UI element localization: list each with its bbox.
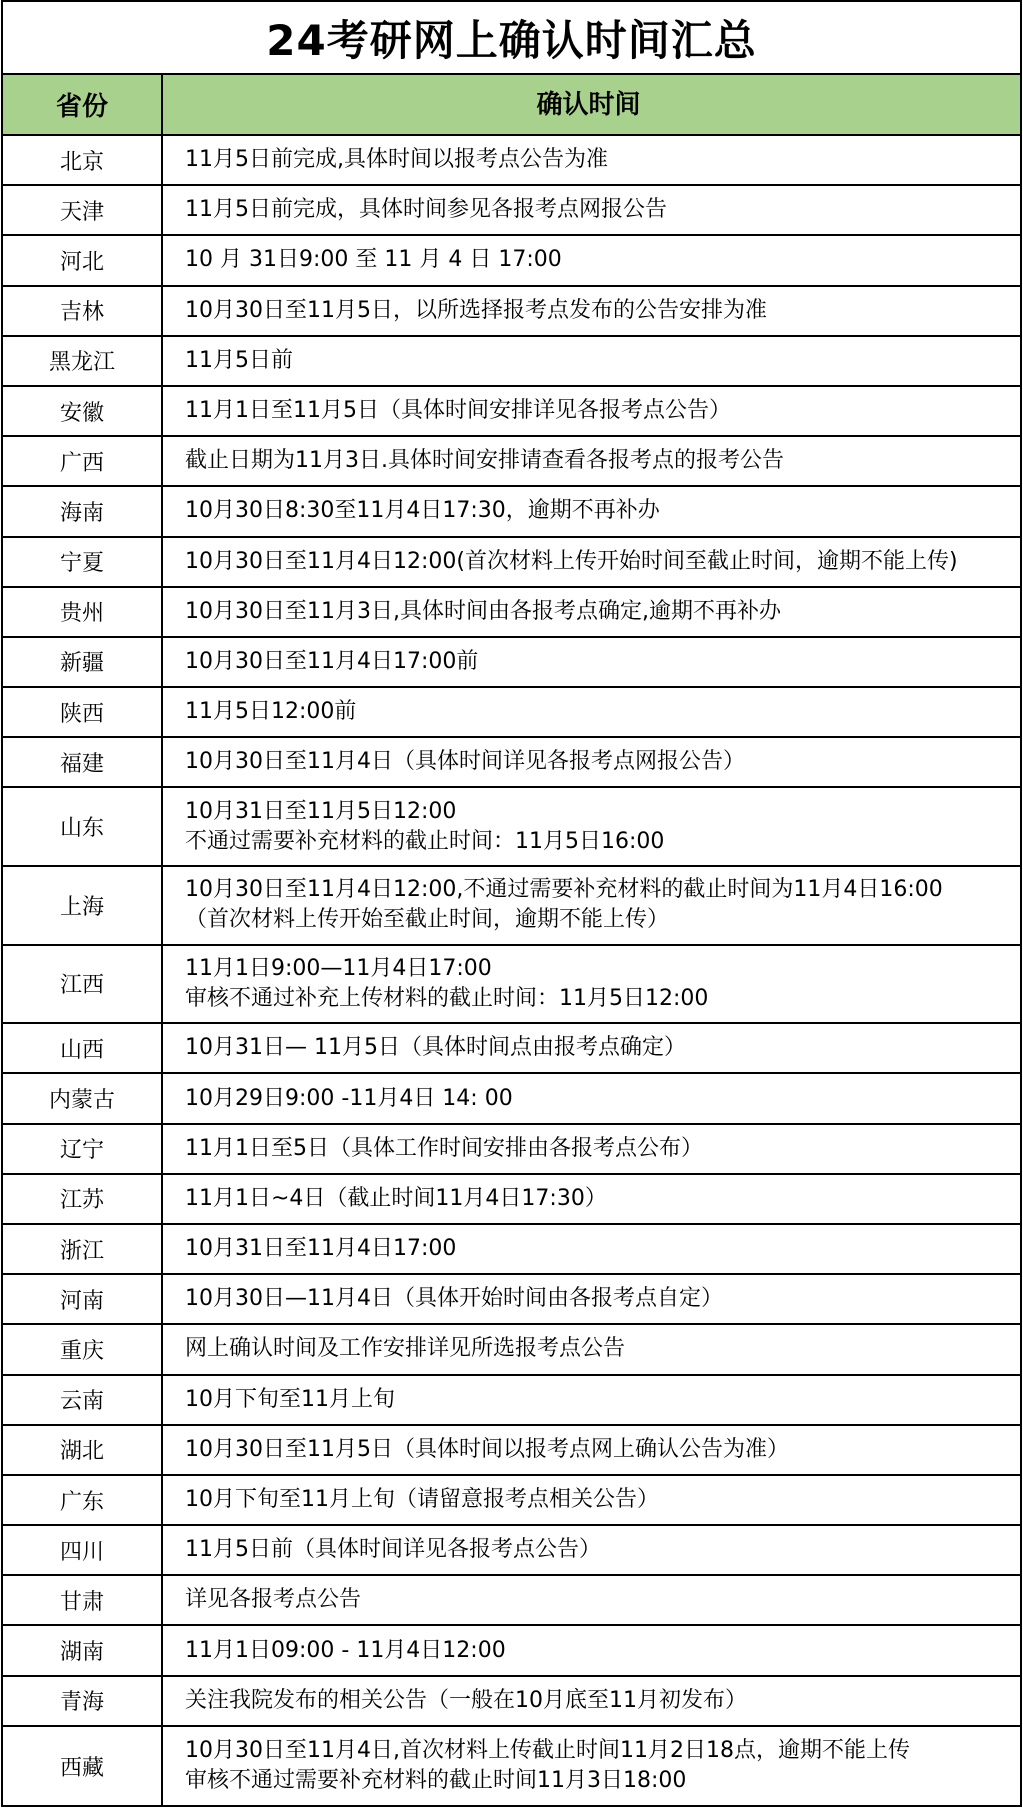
table-row xyxy=(3,337,1020,387)
province-cell: 安徽 xyxy=(3,387,163,435)
time-text: 10月30日8:30至11月4日17:30，逾期不再补办 xyxy=(185,498,660,524)
time-text: 10月29日9:00 -11月4日 14: 00 xyxy=(185,1085,513,1111)
table-row xyxy=(3,1677,1020,1727)
time-text: 不通过需要补充材料的截止时间：11月5日16:00 xyxy=(185,828,665,854)
table-row xyxy=(3,1576,1020,1626)
province-cell: 上海 xyxy=(3,867,163,944)
time-cell xyxy=(163,538,1020,586)
header-time: 确认时间 xyxy=(536,89,641,120)
time-cell xyxy=(163,1426,1020,1474)
time-cell xyxy=(163,867,1020,944)
header-row xyxy=(3,75,1020,136)
time-cell xyxy=(163,487,1020,535)
time-text: 10月30日至11月3日,具体时间由各报考点确定,逾期不再补办 xyxy=(185,598,781,624)
time-cell xyxy=(163,1325,1020,1373)
table-row xyxy=(3,1024,1020,1074)
table-row xyxy=(3,437,1020,487)
time-cell xyxy=(163,1125,1020,1173)
time-text: 10月下旬至11月上旬（请留意报考点相关公告） xyxy=(185,1487,659,1512)
time-text: 10月30日至11月5日，以所选择报考点发布的公告安排为准 xyxy=(185,297,767,323)
table-row xyxy=(3,1275,1020,1325)
province-cell: 广东 xyxy=(3,1476,163,1524)
table-row xyxy=(3,1426,1020,1476)
table-row xyxy=(3,1125,1020,1175)
time-cell xyxy=(163,1727,1020,1806)
time-cell xyxy=(163,1074,1020,1122)
time-cell xyxy=(163,1175,1020,1223)
table-row xyxy=(3,487,1020,537)
time-text: 10月30日至11月5日（具体时间以报考点网上确认公告为准） xyxy=(185,1436,789,1462)
province-cell: 福建 xyxy=(3,738,163,786)
province-cell: 山东 xyxy=(3,788,163,865)
province-cell: 贵州 xyxy=(3,588,163,636)
time-text: 10月30日至11月4日17:00前 xyxy=(185,648,479,674)
time-cell xyxy=(163,1526,1020,1574)
time-text: 10月30日至11月4日（具体时间详见各报考点网报公告） xyxy=(185,749,745,775)
table-row xyxy=(3,946,1020,1025)
table-row xyxy=(3,287,1020,337)
time-cell xyxy=(163,1376,1020,1424)
time-cell xyxy=(163,638,1020,686)
table-row xyxy=(3,1175,1020,1225)
time-text: 10月31日至11月5日12:00 xyxy=(185,798,457,824)
table-row xyxy=(3,688,1020,738)
table-row xyxy=(3,638,1020,688)
province-cell: 广西 xyxy=(3,437,163,485)
table-row xyxy=(3,1225,1020,1275)
province-cell: 湖南 xyxy=(3,1626,163,1674)
time-text: 10月下旬至11月上旬 xyxy=(185,1386,395,1412)
time-text: 11月1日至11月5日（具体时间安排详见各报考点公告） xyxy=(185,398,731,424)
table-title: 24考研网上确认时间汇总 xyxy=(3,2,1020,75)
province-cell: 湖北 xyxy=(3,1426,163,1474)
time-cell xyxy=(163,186,1020,234)
table-row xyxy=(3,387,1020,437)
time-cell xyxy=(163,788,1020,865)
time-cell xyxy=(163,1576,1020,1624)
province-cell: 重庆 xyxy=(3,1325,163,1373)
table-row xyxy=(3,1325,1020,1375)
time-cell xyxy=(163,236,1020,284)
time-text: 11月1日至5日（具体工作时间安排由各报考点公布） xyxy=(185,1135,703,1161)
time-cell xyxy=(163,1677,1020,1725)
time-cell xyxy=(163,337,1020,385)
province-cell: 河南 xyxy=(3,1275,163,1323)
time-cell xyxy=(163,287,1020,335)
confirmation-time-table xyxy=(1,0,1022,1807)
province-cell: 宁夏 xyxy=(3,538,163,586)
province-cell: 新疆 xyxy=(3,638,163,686)
province-cell: 内蒙古 xyxy=(3,1074,163,1122)
province-cell: 甘肃 xyxy=(3,1576,163,1624)
time-cell xyxy=(163,437,1020,485)
time-text: 关注我院发布的相关公告（一般在10月底至11月初发布） xyxy=(185,1687,747,1713)
time-cell xyxy=(163,588,1020,636)
table-row xyxy=(3,1727,1020,1806)
time-cell xyxy=(163,688,1020,736)
table-row xyxy=(3,236,1020,286)
province-cell: 黑龙江 xyxy=(3,337,163,385)
province-cell: 云南 xyxy=(3,1376,163,1424)
table-row xyxy=(3,136,1020,186)
province-cell: 浙江 xyxy=(3,1225,163,1273)
time-cell xyxy=(163,387,1020,435)
time-text: 10月31日— 11月5日（具体时间点由报考点确定） xyxy=(185,1035,686,1061)
time-cell xyxy=(163,1275,1020,1323)
table-row xyxy=(3,538,1020,588)
table-row xyxy=(3,1074,1020,1124)
time-text: 10月30日至11月4日12:00(首次材料上传开始时间至截止时间，逾期不能上传) xyxy=(185,548,958,574)
time-cell xyxy=(163,946,1020,1023)
time-text: 10月30日—11月4日（具体开始时间由各报考点自定） xyxy=(185,1286,723,1312)
time-text: 10月31日至11月4日17:00 xyxy=(185,1236,457,1262)
time-text: 10月30日至11月4日,首次材料上传截止时间11月2日18点，逾期不能上传 xyxy=(185,1738,910,1764)
time-text: （首次材料上传开始至截止时间，逾期不能上传） xyxy=(185,907,670,933)
table-row xyxy=(3,1376,1020,1426)
table-row xyxy=(3,1526,1020,1576)
time-text: 审核不通过补充上传材料的截止时间：11月5日12:00 xyxy=(185,985,709,1011)
province-cell: 青海 xyxy=(3,1677,163,1725)
time-text: 截止日期为11月3日.具体时间安排请查看各报考点的报考公告 xyxy=(185,448,784,474)
province-cell: 江西 xyxy=(3,946,163,1023)
province-cell: 陕西 xyxy=(3,688,163,736)
table-row xyxy=(3,1626,1020,1676)
time-text: 11月1日09:00 - 11月4日12:00 xyxy=(185,1637,506,1663)
province-cell: 海南 xyxy=(3,487,163,535)
table-row xyxy=(3,186,1020,236)
province-cell: 北京 xyxy=(3,136,163,184)
time-text: 11月5日前 xyxy=(185,347,293,373)
time-cell xyxy=(163,1024,1020,1072)
table-body xyxy=(3,136,1020,1805)
time-cell xyxy=(163,1476,1020,1524)
time-text: 10月30日至11月4日12:00,不通过需要补充材料的截止时间为11月4日16:00 xyxy=(185,877,943,903)
province-cell: 山西 xyxy=(3,1024,163,1072)
time-text: 11月1日~4日（截止时间11月4日17:30） xyxy=(185,1185,607,1211)
table-row xyxy=(3,1476,1020,1526)
table-row xyxy=(3,788,1020,867)
time-text: 11月5日前（具体时间详见各报考点公告） xyxy=(185,1537,601,1563)
time-cell xyxy=(163,1626,1020,1674)
time-text: 网上确认时间及工作安排详见所选报考点公告 xyxy=(185,1336,626,1362)
time-cell xyxy=(163,1225,1020,1273)
table-row xyxy=(3,738,1020,788)
time-cell xyxy=(163,136,1020,184)
time-cell xyxy=(163,738,1020,786)
province-cell: 吉林 xyxy=(3,287,163,335)
time-text: 11月5日12:00前 xyxy=(185,699,357,725)
table-row xyxy=(3,867,1020,946)
header-province: 省份 xyxy=(3,75,163,134)
province-cell: 西藏 xyxy=(3,1727,163,1806)
time-text: 11月5日前完成，具体时间参见各报考点网报公告 xyxy=(185,197,667,223)
time-text: 详见各报考点公告 xyxy=(185,1587,362,1613)
time-text: 审核不通过需要补充材料的截止时间11月3日18:00 xyxy=(185,1768,687,1794)
province-cell: 河北 xyxy=(3,236,163,284)
time-text: 10 月 31日9:00 至 11 月 4 日 17:00 xyxy=(185,247,562,273)
province-cell: 江苏 xyxy=(3,1175,163,1223)
province-cell: 天津 xyxy=(3,186,163,234)
province-cell: 四川 xyxy=(3,1526,163,1574)
time-text: 11月1日9:00—11月4日17:00 xyxy=(185,955,492,981)
table-row xyxy=(3,588,1020,638)
time-text: 11月5日前完成,具体时间以报考点公告为准 xyxy=(185,147,608,173)
province-cell: 辽宁 xyxy=(3,1125,163,1173)
